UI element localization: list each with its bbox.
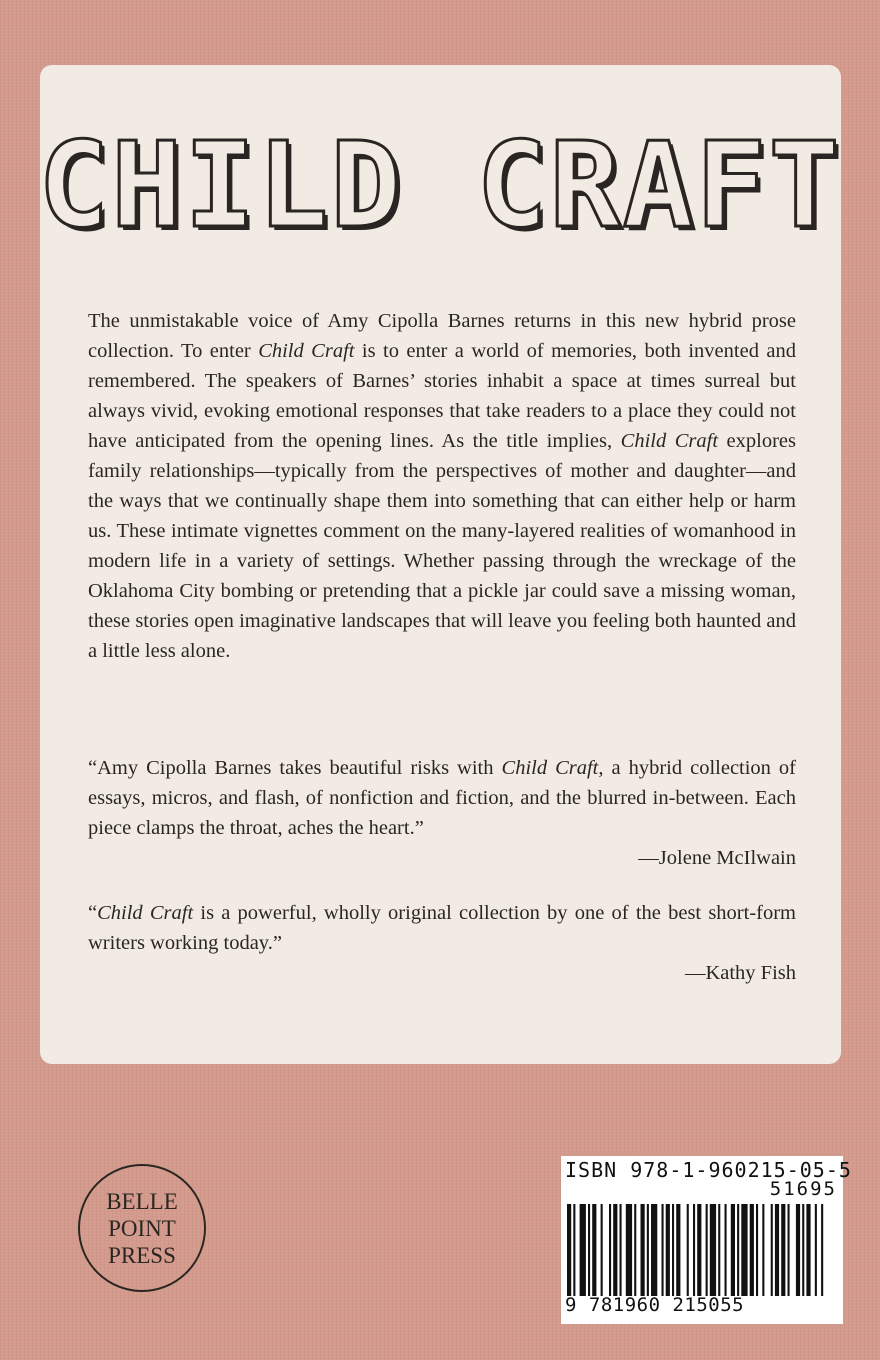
quote-attribution: —Jolene McIlwain	[638, 847, 796, 869]
barcode-bar	[672, 1204, 674, 1296]
text-run: is to enter a world of memories, both invented and remembered. The speakers of Barnes’ stories inhabit a space at times surreal but always vivid, evoking emotional responses that take readers to a place they could not have anticipated from the opening lines. As the title implies,	[88, 340, 796, 452]
isbn-label: ISBN 978-1-960215-05-5	[565, 1158, 852, 1182]
barcode-bar	[626, 1204, 632, 1296]
book-description	[88, 306, 796, 666]
barcode-bar	[697, 1204, 701, 1296]
barcode-bar	[706, 1204, 708, 1296]
publisher-logo-line-2: POINT	[108, 1215, 176, 1241]
review-quote-2	[88, 898, 796, 988]
text-run: , a hybrid collection of essays, micros, and flash, of nonfiction and fiction, and the blurred in-between. Each piece clamps the throat, aches the heart.”	[88, 757, 797, 839]
quote-attribution: —Kathy Fish	[684, 962, 796, 984]
barcode-bar	[588, 1204, 590, 1296]
publisher-logo	[78, 1164, 206, 1292]
barcode-bar	[641, 1204, 645, 1296]
barcode-bar	[762, 1204, 764, 1296]
barcode-bar	[756, 1204, 758, 1296]
text-run: “	[88, 902, 98, 924]
price-code: 51695	[769, 1178, 837, 1200]
publisher-logo-line-3: PRESS	[108, 1242, 176, 1268]
barcode-bar	[796, 1204, 800, 1296]
barcode-bar	[662, 1204, 664, 1296]
book-title-italic: Child Craft	[620, 430, 719, 452]
barcode-bar	[771, 1204, 773, 1296]
barcode-bar	[731, 1204, 735, 1296]
text-run: explores family relationships—typically from the perspectives of mother and daughter—and the ways that we continually shape them into something that can either help or harm us. These intimate vignettes comment on the many-layered realities of womanhood in modern life in a variety of settings. Whether passing through the wreckage of the Oklahoma City bombing or pretending that a pickle jar could save a missing woman, these stories open imaginative landscapes that will leave you feeling both haunted and a little less alone.	[88, 430, 796, 662]
barcode-bar	[634, 1204, 636, 1296]
barcode-bar	[710, 1204, 716, 1296]
book-title: CHILD CRAFT	[38, 116, 842, 254]
barcode-bar	[741, 1204, 747, 1296]
barcode-bar	[580, 1204, 586, 1296]
barcode-bar	[613, 1204, 617, 1296]
barcode-bar	[718, 1204, 720, 1296]
barcode-bar	[815, 1204, 817, 1296]
barcode-bar	[601, 1204, 603, 1296]
isbn-barcode	[561, 1156, 852, 1324]
barcode-bar	[573, 1204, 575, 1296]
barcode-bar	[806, 1204, 810, 1296]
barcode-bar	[788, 1204, 790, 1296]
barcode-bar	[666, 1204, 670, 1296]
text-run: The unmistakable voice of Amy Cipolla Barnes returns in this new hybrid prose collection. To enter	[88, 310, 796, 362]
review-quote-1	[88, 753, 796, 873]
barcode-bar	[592, 1204, 596, 1296]
publisher-logo-line-1: BELLE	[106, 1188, 178, 1214]
barcode-bar	[737, 1204, 739, 1296]
barcode-bar	[750, 1204, 754, 1296]
barcode-bar	[676, 1204, 680, 1296]
barcode-bar	[647, 1204, 649, 1296]
barcode-bar	[781, 1204, 785, 1296]
barcode-bar	[620, 1204, 622, 1296]
ean-digits: 9 781960 215055	[565, 1294, 745, 1316]
book-title-italic: Child Craft	[501, 757, 599, 779]
text-run: “Amy Cipolla Barnes takes beautiful risks with	[88, 757, 502, 779]
barcode-bar	[567, 1204, 571, 1296]
barcode-bar	[725, 1204, 727, 1296]
barcode-bars-icon	[567, 1186, 837, 1298]
barcode-bar	[609, 1204, 611, 1296]
barcode-bar	[821, 1204, 823, 1296]
book-title-italic: Child Craft	[258, 340, 355, 362]
barcode-bar	[651, 1204, 657, 1296]
barcode-bar	[775, 1204, 779, 1296]
barcode-bar	[693, 1204, 695, 1296]
book-title-italic: Child Craft	[97, 902, 194, 924]
barcode-bar	[802, 1204, 804, 1296]
barcode-bar	[687, 1204, 689, 1296]
text-run: is a powerful, wholly original collection by one of the best short-form writers working today.”	[88, 902, 796, 954]
